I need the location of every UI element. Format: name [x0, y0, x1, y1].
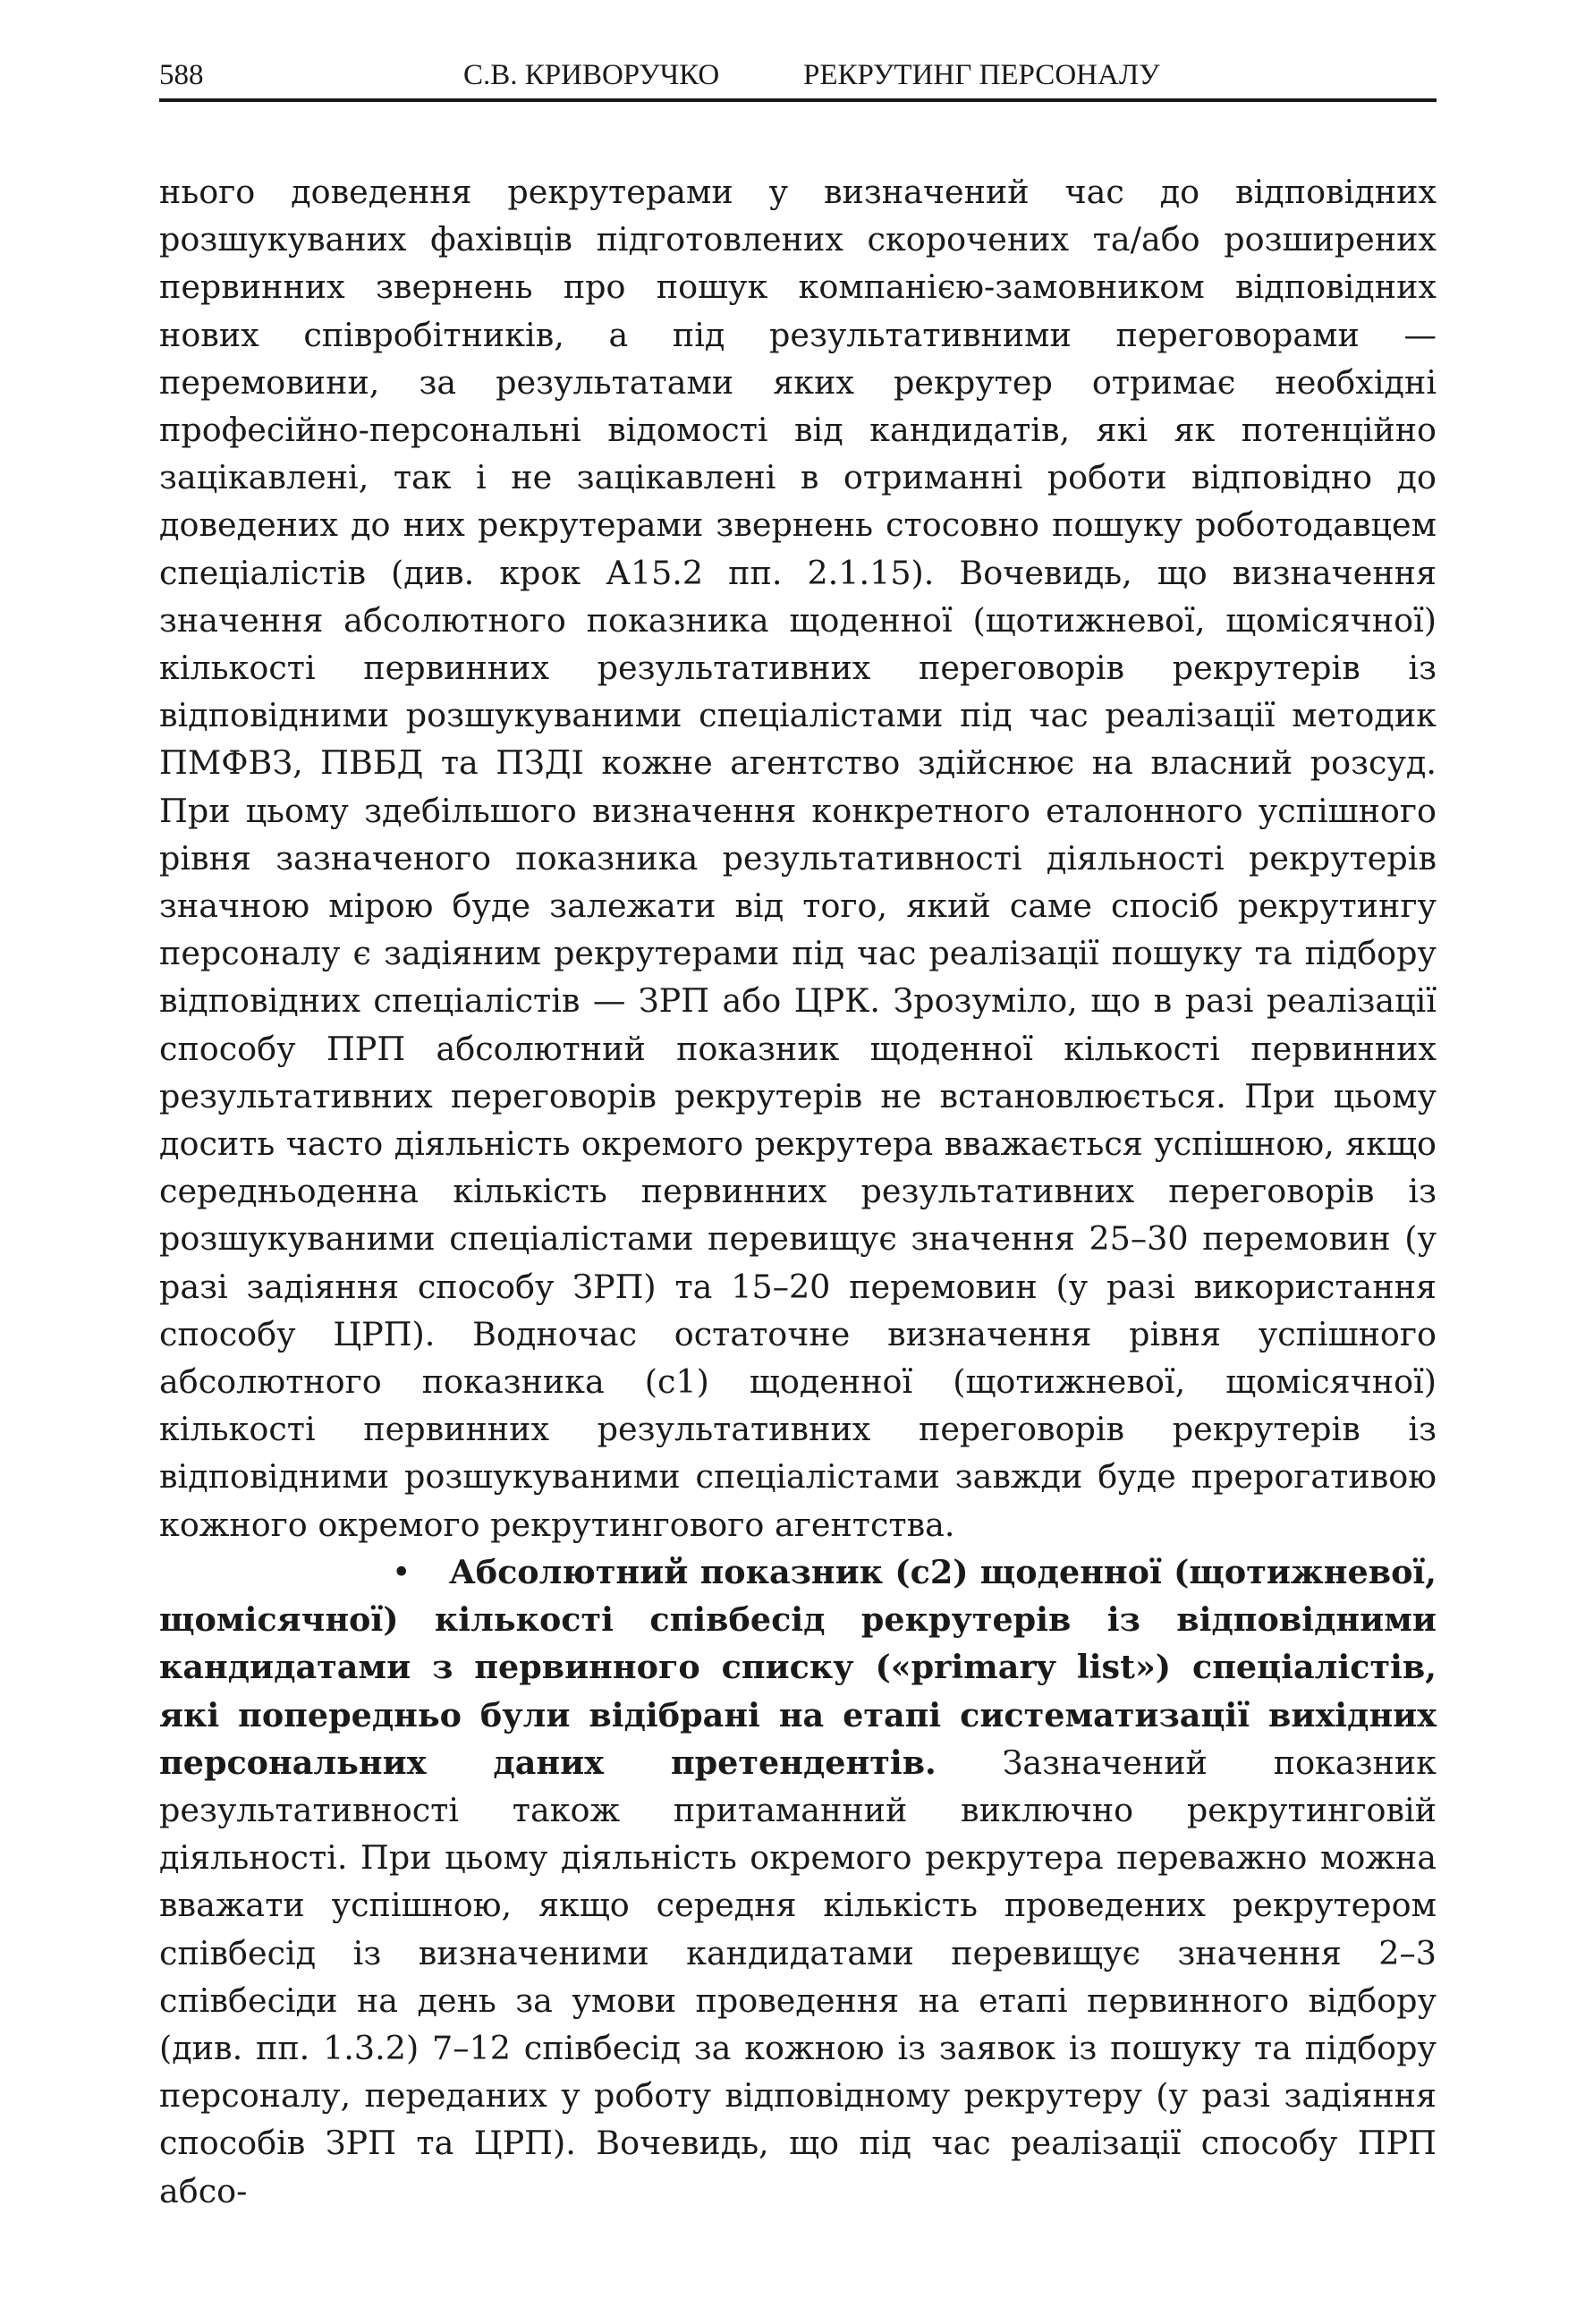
header-author: С.В. КРИВОРУЧКО — [463, 59, 720, 91]
header-book-title: РЕКРУТИНГ ПЕРСОНАЛУ — [803, 59, 1160, 91]
page-number: 588 — [159, 59, 204, 91]
running-header — [159, 55, 1437, 102]
bullet-heading: Абсолютний показник (с2) щоденної (щотижневої, щомісячної) кількості співбесід рекрутерів із відповідними кандидатами з первинного списку («primary list») спеціалістів, які попередньо були відібрані на етапі систематизації вихідних персональних даних претендентів. — [159, 1552, 1437, 1782]
bullet-icon: • — [392, 1552, 411, 1591]
body-text — [159, 168, 1437, 2215]
bullet-body: Зазначений показник результативності також притаманний виключно рекрутинговій діяльності. При цьому діяльність окремого рекрутера переважно можна вважати успішною, якщо середня кількість проведених рекрутером співбесід із визначеними кандидатами перевищує значення 2–3 співбесіди на день за умови проведення на етапі первинного відбору (див. пп. 1.3.2) 7–12 співбесід за кожною із заявок із пошуку та підбору персоналу, переданих у роботу відповідному рекрутеру (у разі задіяння способів ЗРП та ЦРП). Вочевидь, що під час реалізації способу ПРП абсо- — [159, 1743, 1437, 2210]
paragraph: нього доведення рекрутерами у визначений час до відповідних розшукуваних фахівців підготовлених скорочених та/або розширених первинних звернень про пошук компанією-замовником відповідних нових співробітників, а під результативними переговорами — перемовини, за результатами яких рекрутер отримає необхідні професійно-персональні відомості від кандидатів, які як потенційно зацікавлені, так і не зацікавлені в отриманні роботи відповідно до доведених до них рекрутерами звернень стосовно пошуку роботодавцем спеціалістів (див. крок А15.2 пп. 2.1.15). Вочевидь, що визначення значення абсолютного показника щоденної (щотижневої, щомісячної) кількості первинних результативних переговорів рекрутерів із відповідними розшукуваними спеціалістами під час реалізації методик ПМФВЗ, ПВБД та ПЗДІ кожне агентство здійснює на власний розсуд. При цьому здебільшого визначення конкретного еталонного успішного рівня зазначеного показника результативності діяльності рекрутерів значною мірою буде залежати від того, який саме спосіб рекрутингу персоналу є задіяним рекрутерами під час реалізації пошуку та підбору відповідних спеціалістів — ЗРП або ЦРК. Зрозуміло, що в разі реалізації способу ПРП абсолютний показник щоденної кількості первинних результативних переговорів рекрутерів не встановлюється. При цьому досить часто діяльність окремого рекрутера вважається успішною, якщо середньоденна кількість первинних результативних переговорів із розшукуваними спеціалістами перевищує значення 25–30 перемовин (у разі задіяння способу ЗРП) та 15–20 перемовин (у разі використання способу ЦРП). Водночас остаточне визначення рівня успішного абсолютного показника (с1) щоденної (щотижневої, щомісячної) кількості первинних результативних переговорів рекрутерів із відповідними розшукуваними спеціалістами завжди буде прерогативою кожного окремого рекрутингового агентства. — [159, 173, 1437, 1544]
bullet-paragraph — [159, 1548, 1437, 2215]
